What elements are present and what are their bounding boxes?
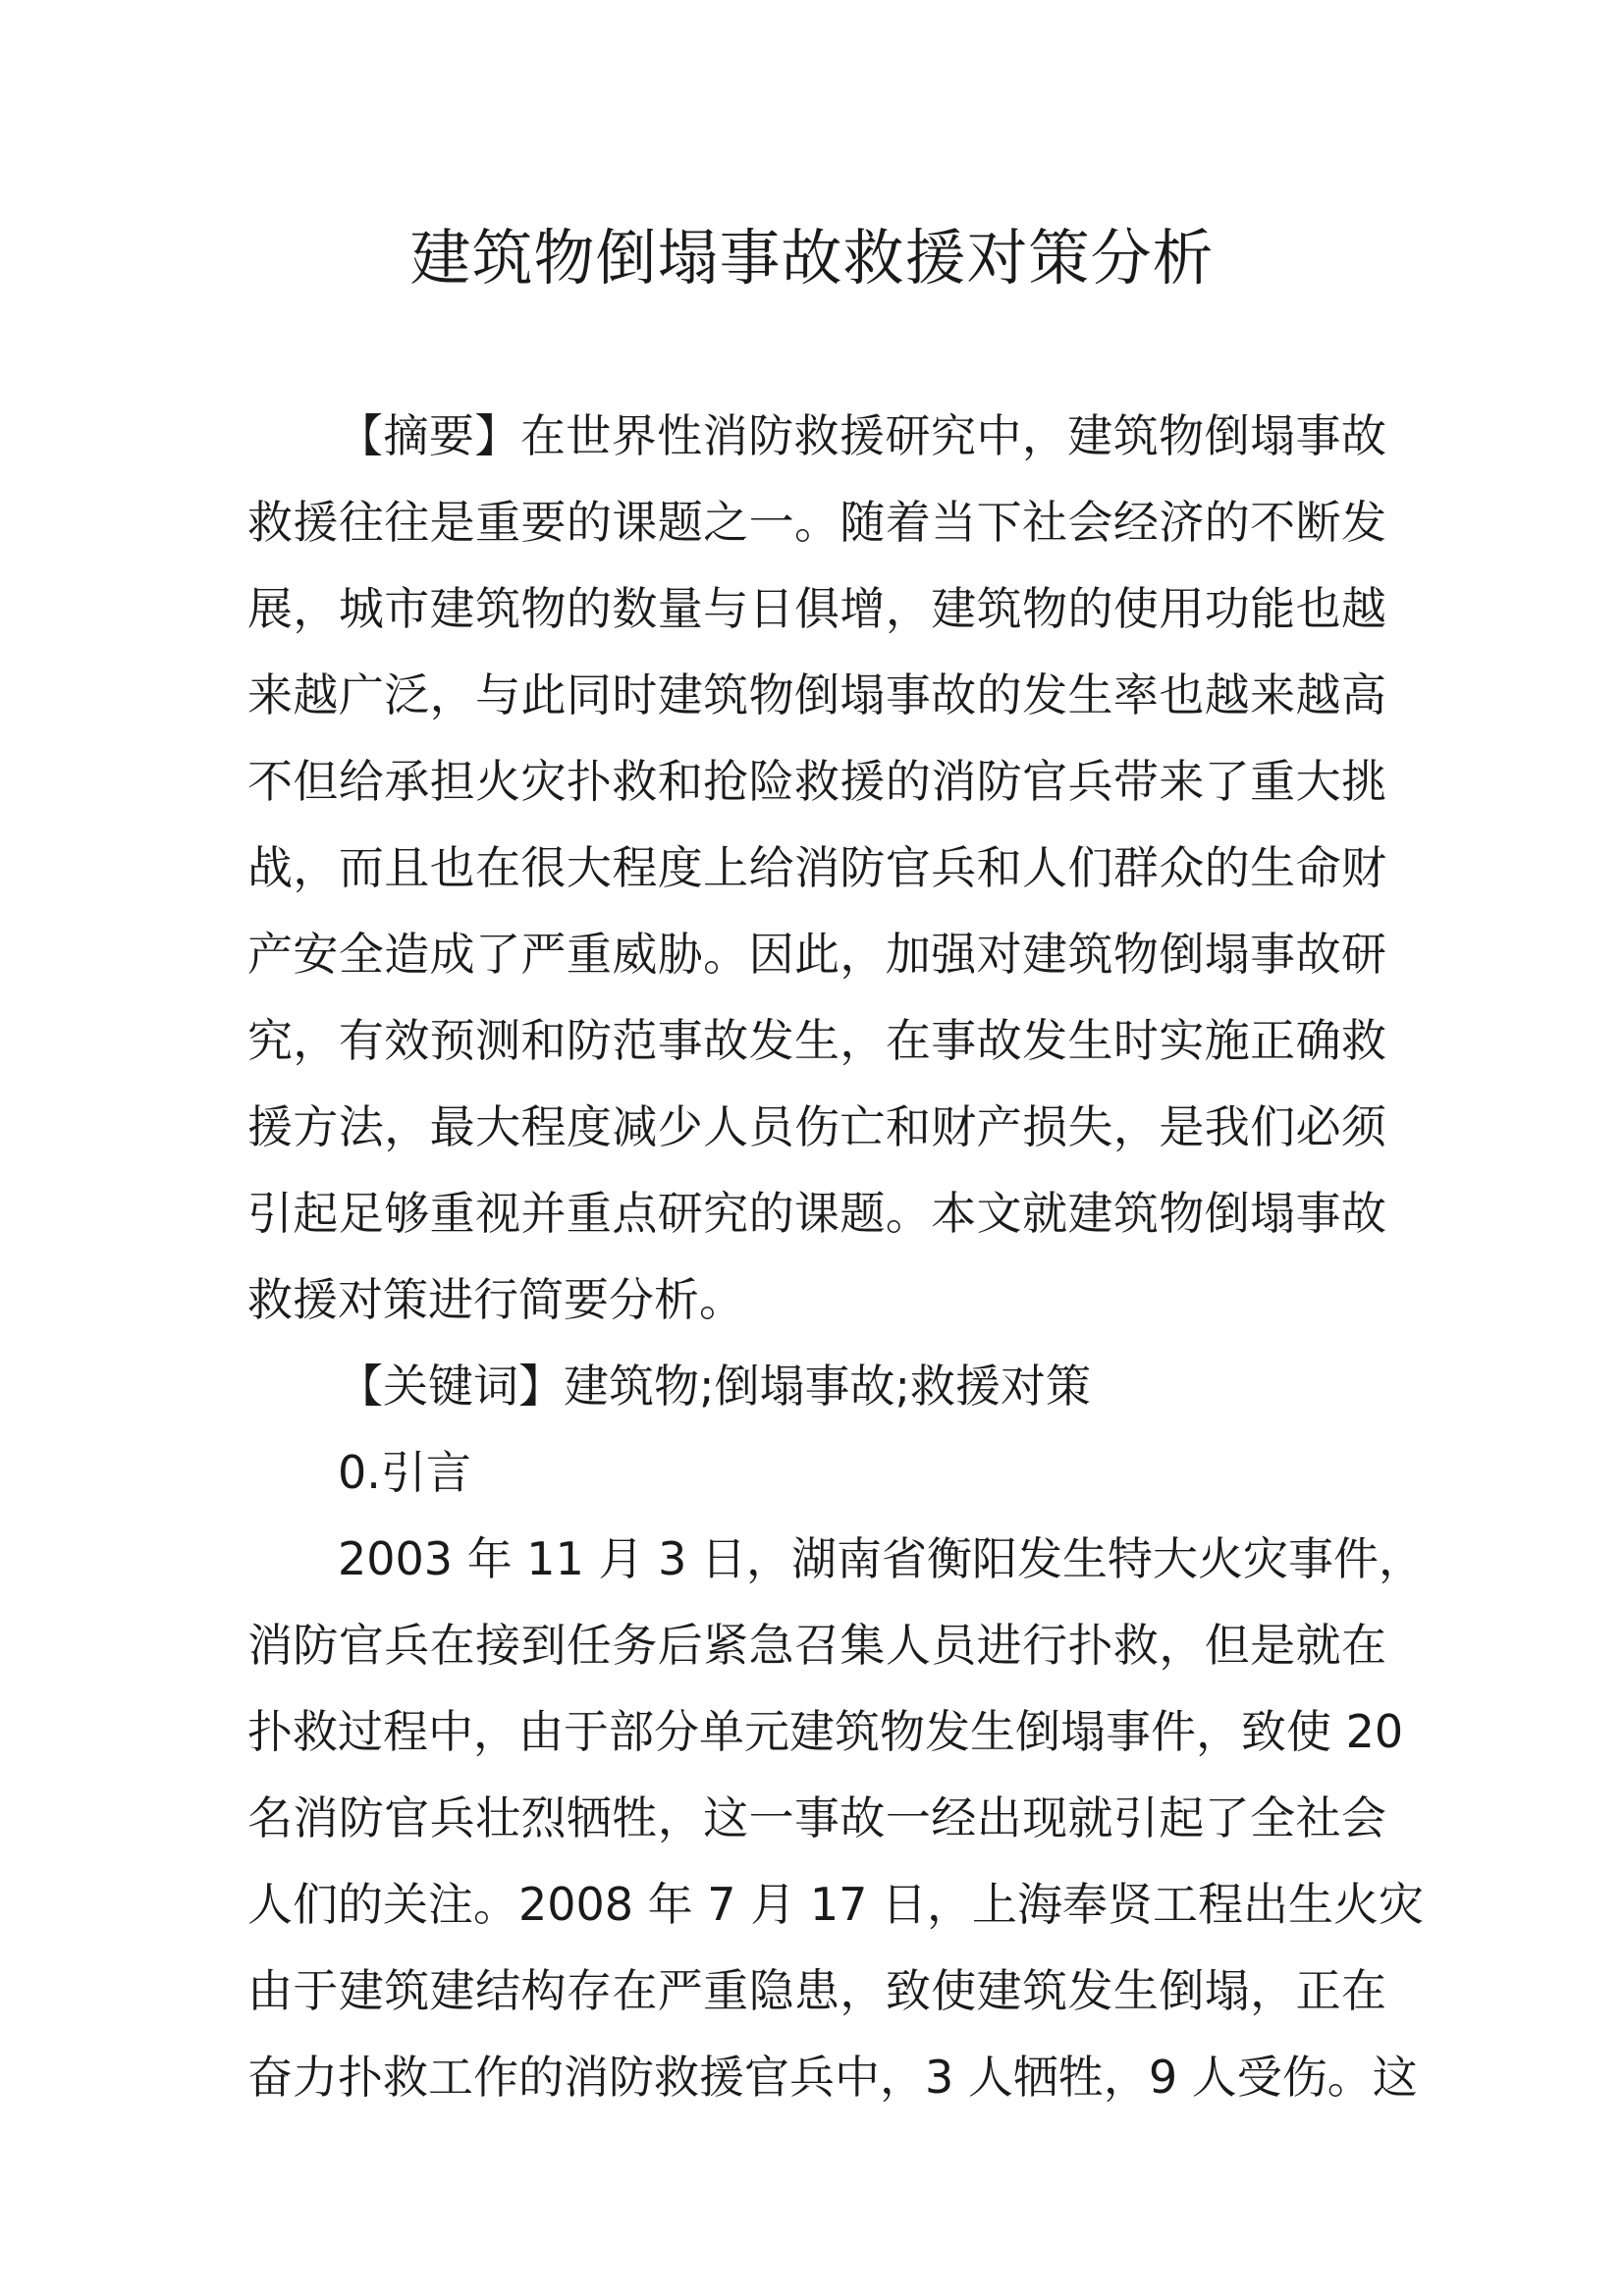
document-body [247,393,1424,2120]
intro-line: 名消防官兵壮烈牺牲，这一事故一经出现就引起了全社会 [247,1791,1386,1844]
abstract-line: 来越广泛，与此同时建筑物倒塌事故的发生率也越来越高 [247,668,1386,721]
abstract-line: 救援对策进行简要分析。 [247,1273,744,1326]
abstract-line: 产安全造成了严重威胁。因此，加强对建筑物倒塌事故研 [247,928,1386,981]
abstract-paragraph [247,393,1386,1343]
abstract-line: 战，而且也在很大程度上给消防官兵和人们群众的生命财 [247,841,1386,894]
intro-line: 人们的关注。2008 年 7 月 17 日，上海奉贤工程出生火灾 [247,1878,1424,1931]
section-heading: 0.引言 [338,1446,471,1499]
intro-paragraph [247,1516,1424,2120]
document-title: 建筑物倒塌事故救援对策分析 [409,222,1215,294]
abstract-line: 援方法，最大程度减少人员伤亡和财产损失，是我们必须 [247,1100,1386,1153]
intro-line: 消防官兵在接到任务后紧急召集人员进行扑救，但是就在 [247,1619,1386,1672]
abstract-line: 展，城市建筑物的数量与日俱增，建筑物的使用功能也越 [247,582,1386,635]
keywords-line: 【关键词】建筑物;倒塌事故;救援对策 [338,1360,1091,1413]
intro-line: 奋力扑救工作的消防救援官兵中，3 人牺牲，9 人受伤。这 [247,2051,1418,2104]
abstract-line: 不但给承担火灾扑救和抢险救援的消防官兵带来了重大挑 [247,755,1386,808]
abstract-line: 救援往往是重要的课题之一。随着当下社会经济的不断发 [247,496,1386,549]
abstract-line: 【摘要】在世界性消防救援研究中，建筑物倒塌事故 [338,409,1386,462]
abstract-line: 究，有效预测和防范事故发生，在事故发生时实施正确救 [247,1014,1386,1067]
intro-line: 2003 年 11 月 3 日，湖南省衡阳发生特大火灾事件， [338,1532,1424,1585]
intro-line: 扑救过程中，由于部分单元建筑物发生倒塌事件，致使 20 [247,1705,1404,1758]
intro-line: 由于建筑建结构存在严重隐患，致使建筑发生倒塌，正在 [247,1964,1386,2017]
abstract-line: 引起足够重视并重点研究的课题。本文就建筑物倒塌事故 [247,1187,1386,1240]
